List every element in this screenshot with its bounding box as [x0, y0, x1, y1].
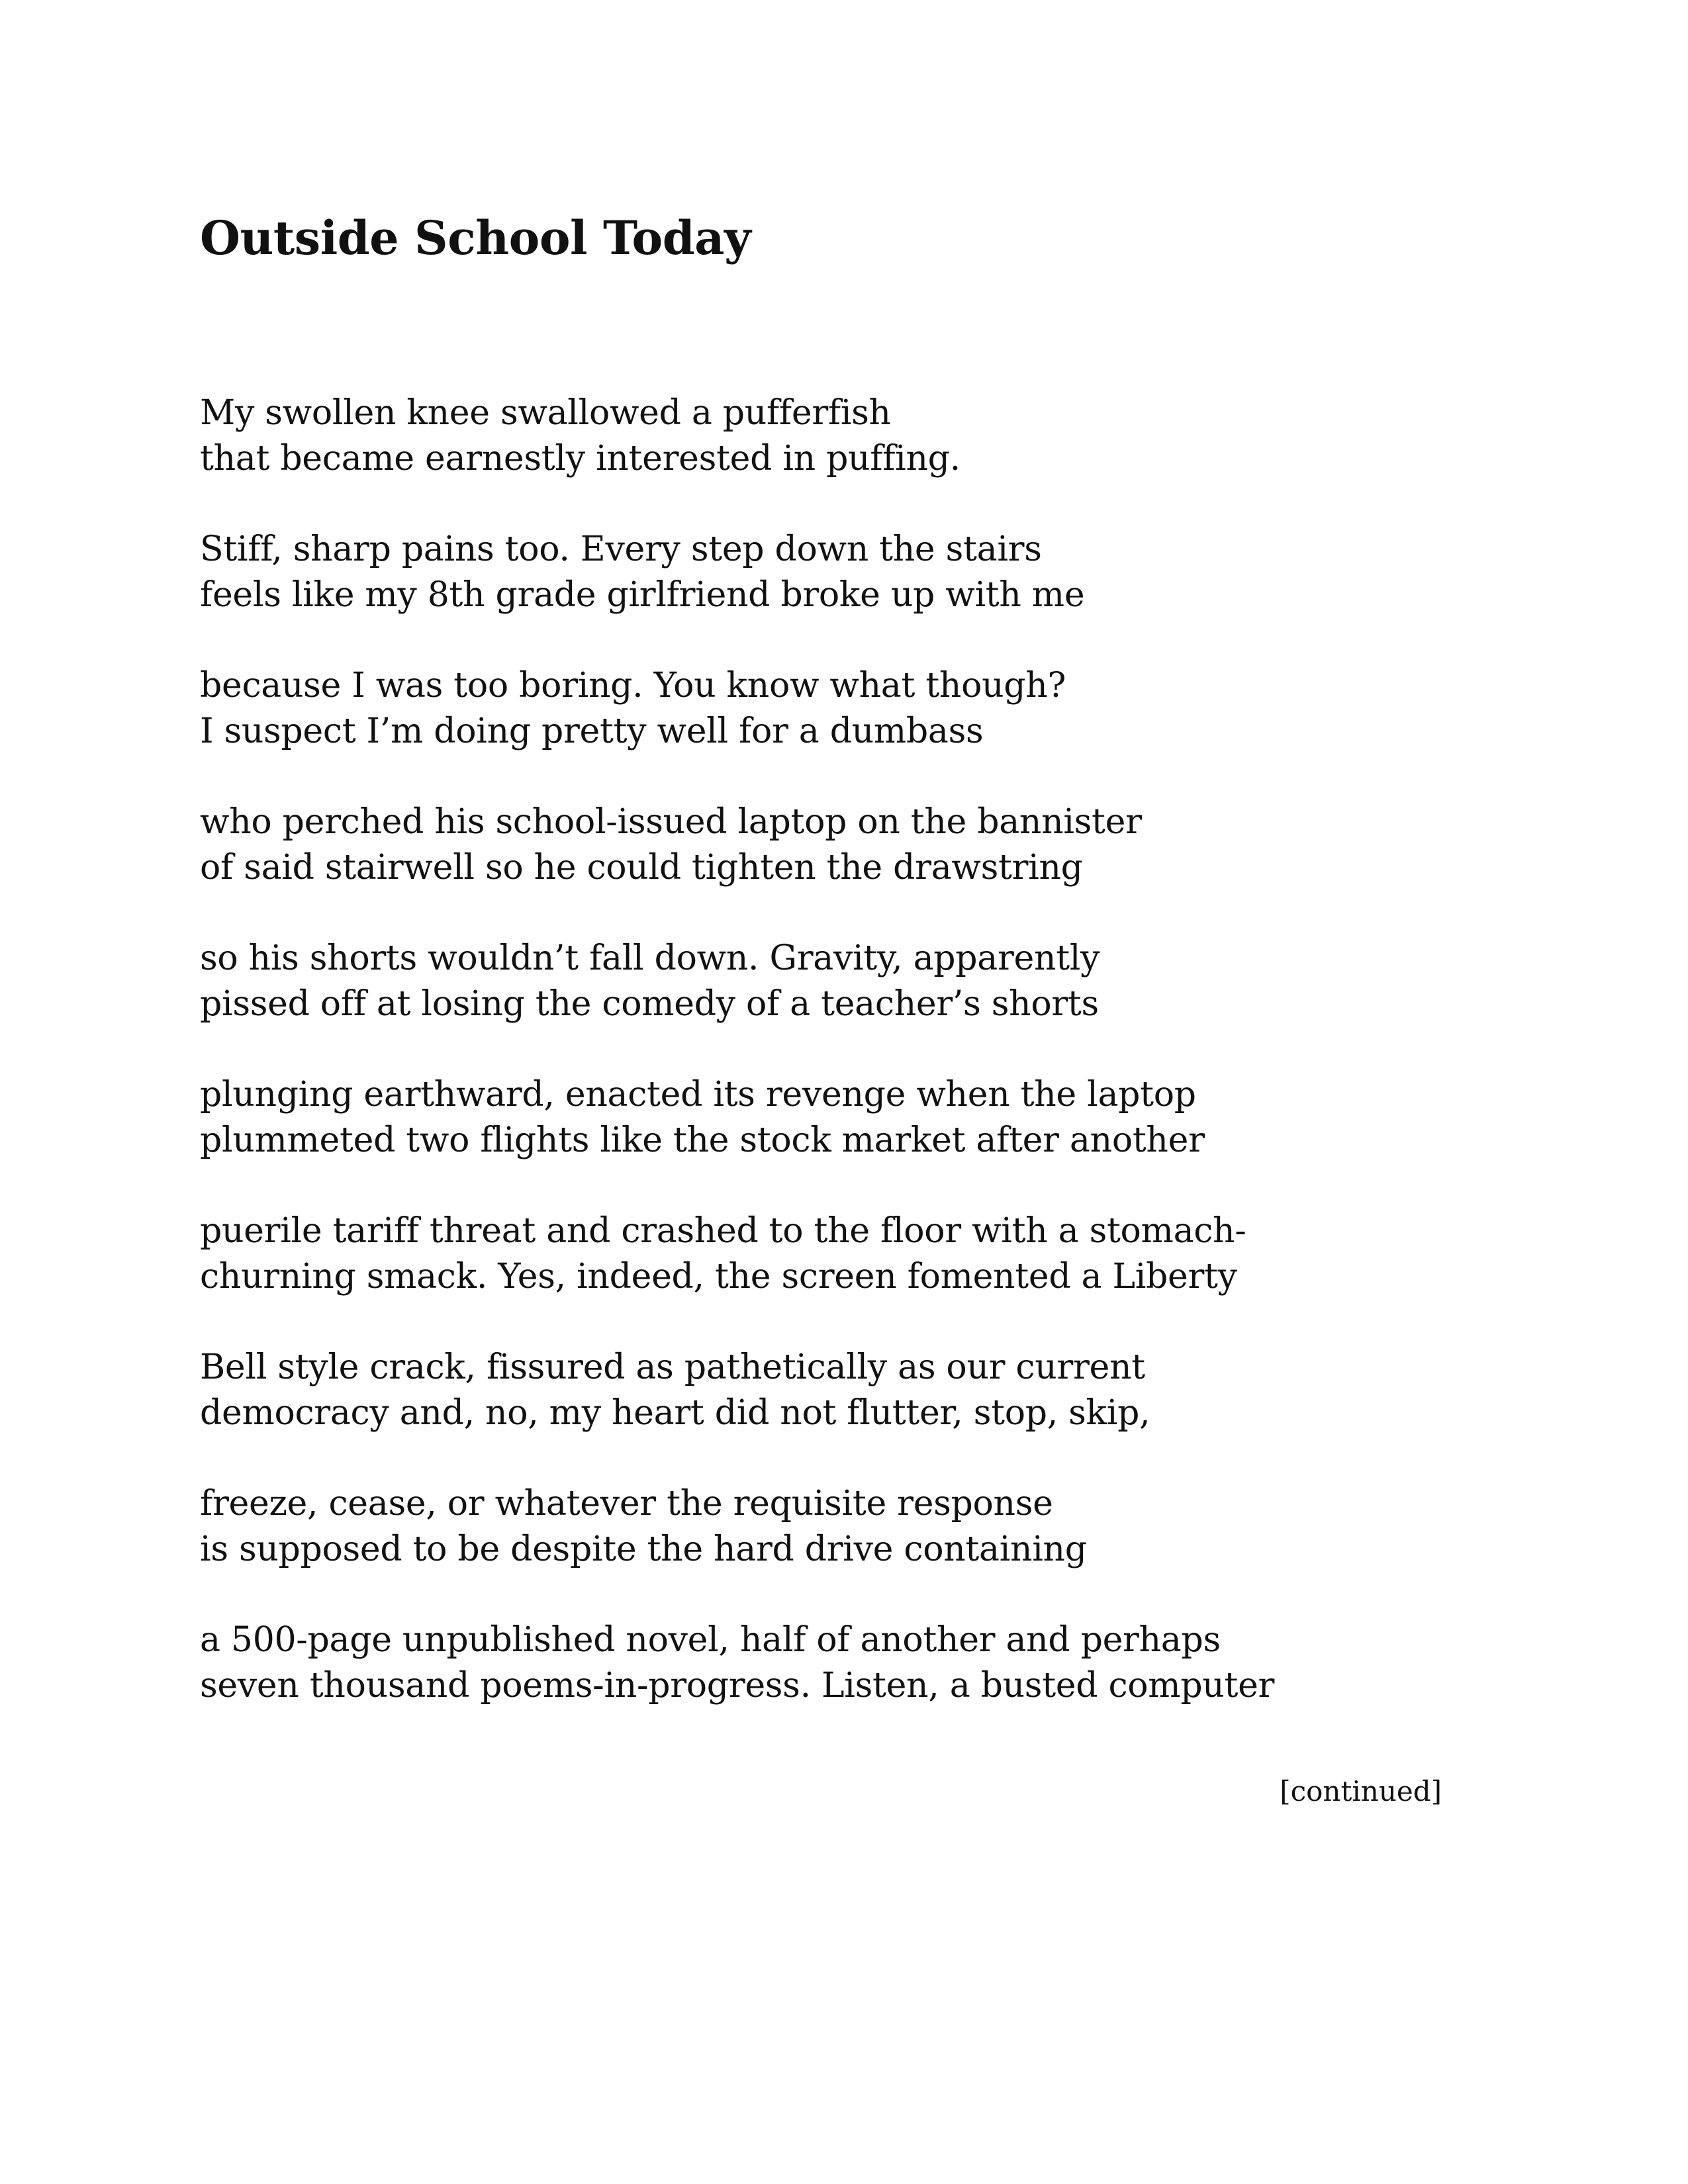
- poem-line: freeze, cease, or whatever the requisite response: [200, 1484, 1053, 1524]
- poem-line: seven thousand poems-in-progress. Listen, a busted computer: [200, 1666, 1275, 1706]
- poem-line: churning smack. Yes, indeed, the screen fomented a Liberty: [200, 1257, 1237, 1297]
- poem-line: because I was too boring. You know what though?: [200, 666, 1066, 705]
- poem-body: [200, 390, 1524, 1754]
- stanza: [200, 1481, 1524, 1572]
- poem-line: plunging earthward, enacted its revenge when the laptop: [200, 1075, 1196, 1115]
- poem-line: a 500-page unpublished novel, half of another and perhaps: [200, 1620, 1221, 1660]
- poem-line: pissed off at losing the comedy of a teacher’s shorts: [200, 984, 1099, 1024]
- stanza: [200, 936, 1524, 1027]
- poem-line: who perched his school-issued laptop on the bannister: [200, 802, 1142, 842]
- poem-title: Outside School Today: [200, 210, 751, 265]
- continued-note: [continued]: [1280, 1775, 1442, 1807]
- stanza: [200, 799, 1524, 891]
- poem-line: so his shorts wouldn’t fall down. Gravity, apparently: [200, 938, 1100, 978]
- poem-line: plummeted two flights like the stock market after another: [200, 1120, 1205, 1160]
- stanza: [200, 1345, 1524, 1436]
- poem-line: democracy and, no, my heart did not flutter, stop, skip,: [200, 1393, 1150, 1433]
- stanza: [200, 1617, 1524, 1709]
- poem-line: feels like my 8th grade girlfriend broke up with me: [200, 575, 1085, 615]
- poem-line: I suspect I’m doing pretty well for a dumbass: [200, 711, 984, 751]
- poem-line: is supposed to be despite the hard drive containing: [200, 1529, 1087, 1569]
- poem-line: puerile tariff threat and crashed to the floor with a stomach-: [200, 1211, 1246, 1251]
- stanza: [200, 663, 1524, 754]
- stanza: [200, 1208, 1524, 1300]
- stanza: [200, 1072, 1524, 1163]
- poem-line: Bell style crack, fissured as pathetically as our current: [200, 1347, 1145, 1387]
- poem-line: My swollen knee swallowed a pufferfish: [200, 393, 891, 433]
- poem-line: of said stairwell so he could tighten the drawstring: [200, 848, 1083, 887]
- stanza: [200, 527, 1524, 618]
- stanza: [200, 390, 1524, 482]
- poem-line: that became earnestly interested in puffing.: [200, 439, 961, 478]
- poem-line: Stiff, sharp pains too. Every step down the stairs: [200, 529, 1042, 569]
